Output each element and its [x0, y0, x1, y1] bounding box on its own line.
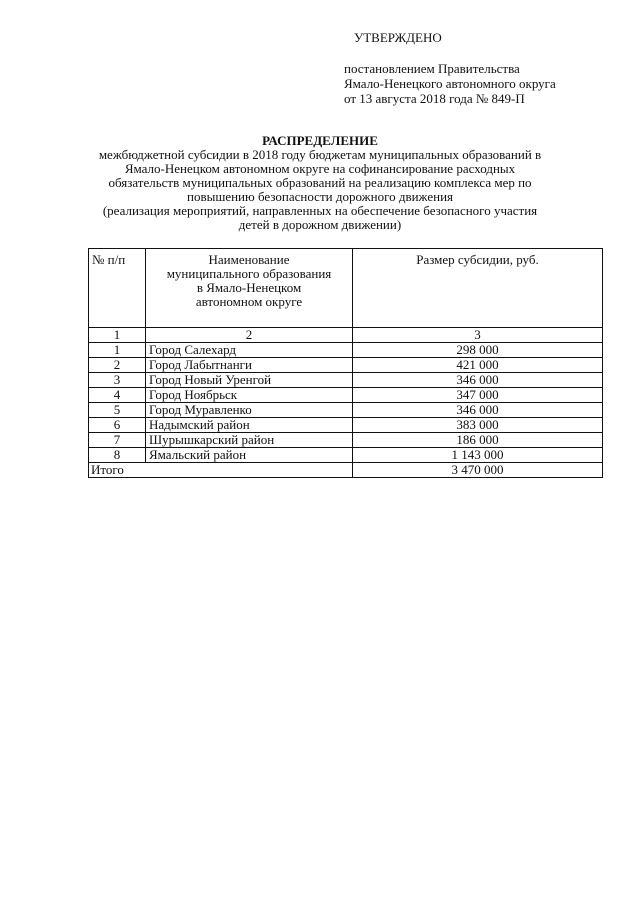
- table-row: [89, 388, 603, 403]
- table-row: [89, 358, 603, 373]
- row-sum: 383 000: [353, 418, 603, 433]
- header-name: [146, 249, 353, 328]
- table-row: [89, 343, 603, 358]
- table-body: [89, 343, 603, 463]
- row-num: 6: [89, 418, 146, 433]
- row-name: Город Ноябрьск: [146, 388, 353, 403]
- subsidy-table: [88, 248, 603, 478]
- row-sum: 346 000: [353, 373, 603, 388]
- row-name: Шурышкарский район: [146, 433, 353, 448]
- document-subtitle-line: повышению безопасности дорожного движения: [186, 189, 454, 204]
- document-heading: РАСПРЕДЕЛЕНИЕ: [262, 133, 378, 148]
- table-header-row: [89, 249, 603, 328]
- row-name: Ямальский район: [146, 448, 353, 463]
- row-num: 5: [89, 403, 146, 418]
- table-row: [89, 403, 603, 418]
- document-subtitle-line: обязательств муниципальных образований на реализацию комплекса мер по: [108, 175, 532, 190]
- row-sum: 298 000: [353, 343, 603, 358]
- row-name: Город Салехард: [146, 343, 353, 358]
- header-name-line: Наименование: [208, 252, 290, 267]
- row-name: Надымский район: [146, 418, 353, 433]
- approval-line: постановлением Правительства: [344, 61, 520, 76]
- row-sum: 346 000: [353, 403, 603, 418]
- approval-title: УТВЕРЖДЕНО: [354, 30, 442, 45]
- document-subtitle-line: Ямало-Ненецком автономном округе на софинансирование расходных: [124, 161, 516, 176]
- table-row: [89, 418, 603, 433]
- table-row: [89, 448, 603, 463]
- row-sum: 421 000: [353, 358, 603, 373]
- header-name-line: автономном округе: [195, 294, 303, 309]
- table-row: [89, 433, 603, 448]
- total-sum: 3 470 000: [353, 463, 603, 478]
- row-num: 2: [89, 358, 146, 373]
- column-index: 1: [89, 328, 146, 343]
- row-name: Город Новый Уренгой: [146, 373, 353, 388]
- row-num: 4: [89, 388, 146, 403]
- header-name-line: в Ямало-Ненецком: [196, 280, 302, 295]
- row-num: 1: [89, 343, 146, 358]
- column-index: 2: [146, 328, 353, 343]
- row-name: Город Муравленко: [146, 403, 353, 418]
- column-index: 3: [353, 328, 603, 343]
- header-sum: Размер субсидии, руб.: [353, 249, 603, 328]
- document-subtitle-line: (реализация мероприятий, направленных на обеспечение безопасного участия: [102, 203, 538, 218]
- document-title: [70, 134, 570, 232]
- approval-stamp: [344, 30, 556, 106]
- total-row: [89, 463, 603, 478]
- row-name: Город Лабытнанги: [146, 358, 353, 373]
- row-num: 3: [89, 373, 146, 388]
- column-index-row: [89, 328, 603, 343]
- row-num: 7: [89, 433, 146, 448]
- header-num: № п/п: [89, 249, 146, 328]
- row-sum: 347 000: [353, 388, 603, 403]
- total-label: Итого: [89, 463, 353, 478]
- row-sum: 1 143 000: [353, 448, 603, 463]
- table-row: [89, 373, 603, 388]
- row-sum: 186 000: [353, 433, 603, 448]
- document-subtitle-line: межбюджетной субсидии в 2018 году бюджетам муниципальных образований в: [98, 147, 542, 162]
- document-subtitle-line: детей в дорожном движении): [238, 217, 402, 232]
- row-num: 8: [89, 448, 146, 463]
- approval-line: Ямало-Ненецкого автономного округа: [344, 76, 556, 91]
- header-name-line: муниципального образования: [166, 266, 332, 281]
- approval-line: от 13 августа 2018 года № 849-П: [344, 91, 525, 106]
